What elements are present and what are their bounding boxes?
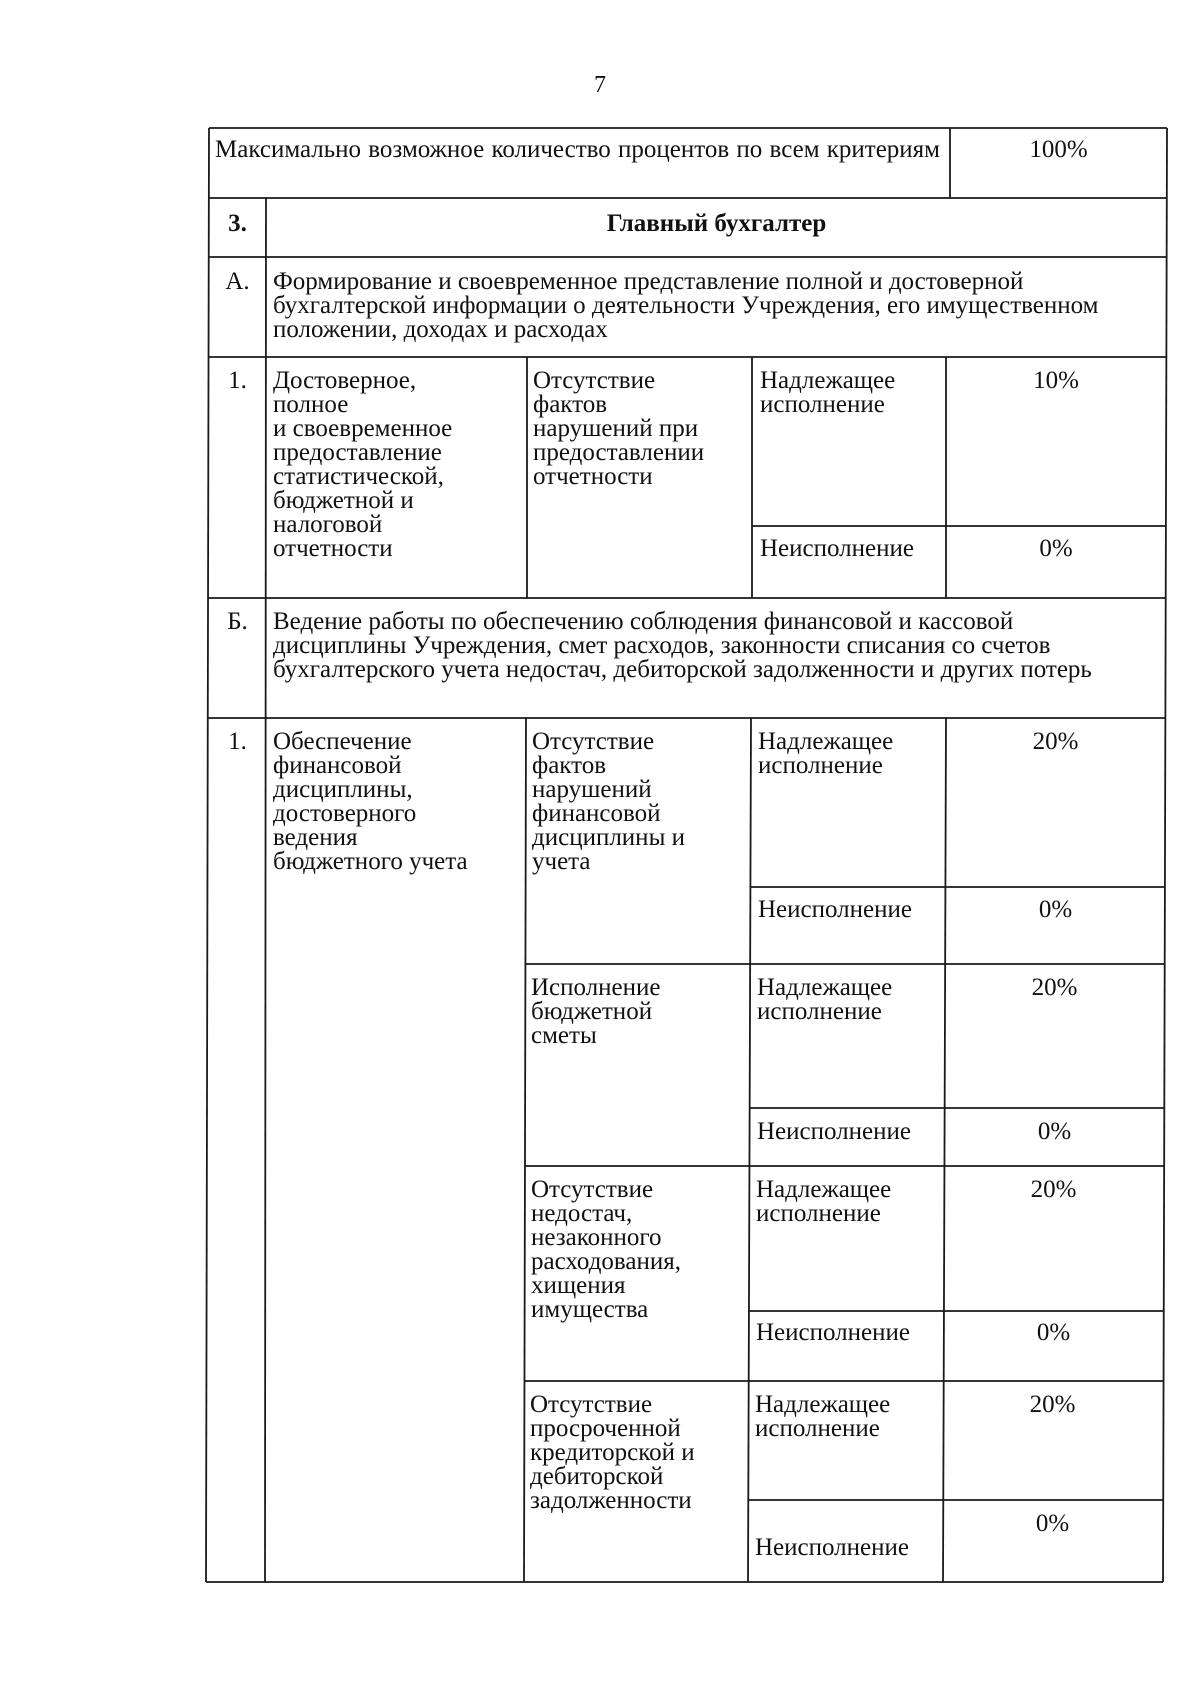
- criterion-1-good-value: 20%: [1032, 728, 1079, 755]
- criterion-3-good-label: Надлежащее исполнение: [756, 1176, 892, 1227]
- block-a-bad-value: 0%: [1039, 535, 1073, 562]
- block-b-indicator: Обеспечение финансовой дисциплины, достоверного ведения бюджетного учета: [273, 728, 468, 875]
- criterion-3-bad-label: Неисполнение: [756, 1319, 910, 1346]
- criterion-4-bad-value: 0%: [1035, 1510, 1070, 1537]
- max-percent-value: 100%: [1029, 136, 1088, 163]
- criterion-3-text: Отсутствие недостач, незаконного расходования, хищения имущества: [531, 1176, 681, 1323]
- block-a-criterion: Отсутствие фактов нарушений при предоставлении отчетности: [533, 367, 705, 490]
- criterion-4-good-value: 20%: [1029, 1391, 1076, 1418]
- block-a-item-number: 1.: [228, 367, 247, 394]
- block-b-item-number: 1.: [228, 728, 247, 755]
- max-percent-label: Максимально возможное количество процентов по всем критериям: [215, 136, 940, 163]
- block-a-text: Формирование и своевременное представление полной и достоверной бухгалтерской информации о деятельности Учреждения, его имущественном положении, доходах и расходах: [273, 268, 1099, 343]
- criterion-1-text: Отсутствие фактов нарушений финансовой дисциплины и учета: [532, 728, 685, 875]
- criterion-1-good-label: Надлежащее исполнение: [758, 728, 894, 779]
- block-b-text: Ведение работы по обеспечению соблюдения финансовой и кассовой дисциплины Учреждения, смет расходов, законности списания со счетов бухгалтерского учета недостач, дебиторской задолженности и других потерь: [273, 608, 1092, 683]
- criterion-2-text: Исполнение бюджетной сметы: [531, 974, 661, 1049]
- criterion-2-good-value: 20%: [1031, 974, 1078, 1001]
- block-a-good-label: Надлежащее исполнение: [760, 367, 896, 418]
- section-number: 3.: [228, 210, 247, 237]
- page-number: 7: [594, 72, 606, 98]
- criterion-3-good-value: 20%: [1030, 1176, 1077, 1203]
- criterion-2-bad-label: Неисполнение: [757, 1118, 911, 1145]
- block-b-letter: Б.: [227, 608, 248, 635]
- criterion-3-bad-value: 0%: [1036, 1319, 1071, 1346]
- criterion-2-good-label: Надлежащее исполнение: [757, 974, 893, 1025]
- criterion-2-bad-value: 0%: [1037, 1118, 1072, 1145]
- block-a-letter: А.: [225, 268, 250, 295]
- block-a-indicator: Достоверное, полное и своевременное предоставление статистической, бюджетной и налоговой отчетности: [273, 367, 453, 562]
- criterion-4-good-label: Надлежащее исполнение: [755, 1391, 891, 1442]
- criterion-1-bad-label: Неисполнение: [758, 896, 912, 923]
- criterion-4-text: Отсутствие просроченной кредиторской и дебиторской задолженности: [530, 1391, 695, 1514]
- section-title: Главный бухгалтер: [606, 210, 827, 237]
- criterion-1-bad-value: 0%: [1038, 896, 1073, 923]
- block-a-bad-label: Неисполнение: [760, 535, 914, 562]
- block-a-good-value: 10%: [1033, 367, 1079, 394]
- criterion-4-bad-label: Неисполнение: [755, 1534, 909, 1561]
